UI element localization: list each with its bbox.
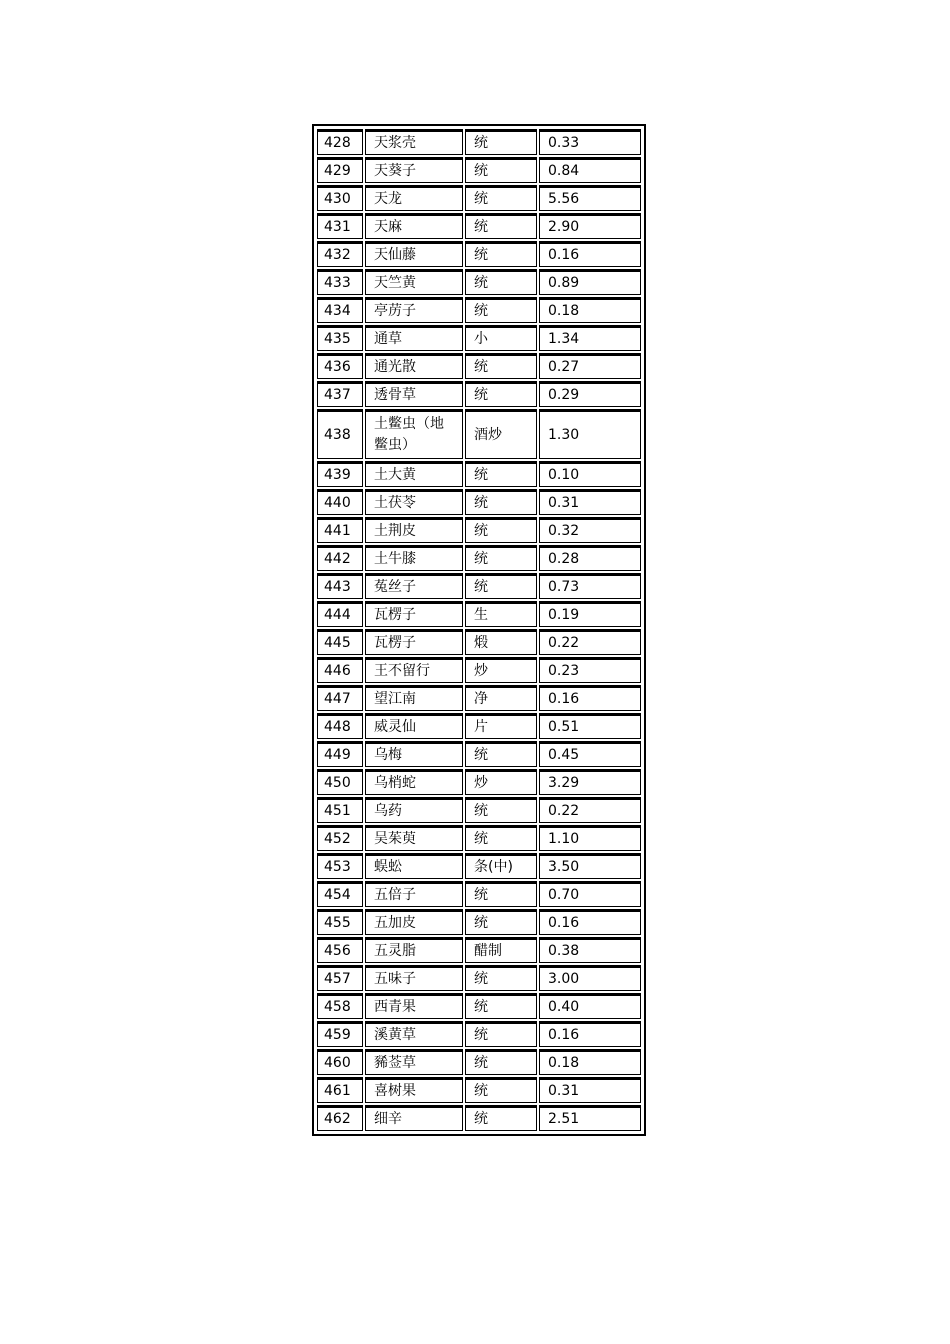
price-cell: 0.28 xyxy=(539,545,641,571)
herb-name-cell: 土鳖虫（地鳖虫） xyxy=(365,409,463,459)
specification-cell: 小 xyxy=(465,325,537,351)
price-cell: 5.56 xyxy=(539,185,641,211)
specification-cell: 统 xyxy=(465,573,537,599)
price-cell: 0.40 xyxy=(539,993,641,1019)
price-cell: 0.16 xyxy=(539,241,641,267)
row-number-cell: 441 xyxy=(317,517,363,543)
row-number-cell: 432 xyxy=(317,241,363,267)
herb-name-cell: 菟丝子 xyxy=(365,573,463,599)
specification-cell: 统 xyxy=(465,461,537,487)
table-row xyxy=(317,185,641,211)
row-number-cell: 435 xyxy=(317,325,363,351)
table-row xyxy=(317,573,641,599)
row-number-cell: 461 xyxy=(317,1077,363,1103)
table-row xyxy=(317,381,641,407)
price-cell: 0.31 xyxy=(539,489,641,515)
row-number-cell: 455 xyxy=(317,909,363,935)
price-cell: 0.18 xyxy=(539,1049,641,1075)
row-number-cell: 447 xyxy=(317,685,363,711)
herb-name-cell: 天龙 xyxy=(365,185,463,211)
herb-name-cell: 通光散 xyxy=(365,353,463,379)
herb-name-cell: 土荆皮 xyxy=(365,517,463,543)
specification-cell: 统 xyxy=(465,297,537,323)
row-number-cell: 454 xyxy=(317,881,363,907)
table-row xyxy=(317,685,641,711)
specification-cell: 统 xyxy=(465,993,537,1019)
price-cell: 0.16 xyxy=(539,909,641,935)
specification-cell: 统 xyxy=(465,1021,537,1047)
row-number-cell: 439 xyxy=(317,461,363,487)
price-cell: 0.89 xyxy=(539,269,641,295)
specification-cell: 统 xyxy=(465,381,537,407)
row-number-cell: 456 xyxy=(317,937,363,963)
row-number-cell: 436 xyxy=(317,353,363,379)
specification-cell: 统 xyxy=(465,517,537,543)
table-row xyxy=(317,769,641,795)
table-row xyxy=(317,741,641,767)
specification-cell: 醋制 xyxy=(465,937,537,963)
herb-name-cell: 五味子 xyxy=(365,965,463,991)
table-row xyxy=(317,213,641,239)
table-row xyxy=(317,297,641,323)
specification-cell: 统 xyxy=(465,1049,537,1075)
price-cell: 0.51 xyxy=(539,713,641,739)
herb-name-cell: 威灵仙 xyxy=(365,713,463,739)
specification-cell: 统 xyxy=(465,185,537,211)
herb-name-cell: 乌梢蛇 xyxy=(365,769,463,795)
row-number-cell: 458 xyxy=(317,993,363,1019)
price-cell: 2.90 xyxy=(539,213,641,239)
row-number-cell: 443 xyxy=(317,573,363,599)
table-row xyxy=(317,545,641,571)
table-row xyxy=(317,657,641,683)
herb-name-cell: 天竺黄 xyxy=(365,269,463,295)
herb-name-cell: 通草 xyxy=(365,325,463,351)
specification-cell: 煅 xyxy=(465,629,537,655)
herb-name-cell: 溪黄草 xyxy=(365,1021,463,1047)
price-cell: 0.29 xyxy=(539,381,641,407)
herb-name-cell: 天仙藤 xyxy=(365,241,463,267)
herb-name-cell: 瓦楞子 xyxy=(365,601,463,627)
specification-cell: 统 xyxy=(465,129,537,155)
row-number-cell: 433 xyxy=(317,269,363,295)
table-row xyxy=(317,1049,641,1075)
specification-cell: 炒 xyxy=(465,657,537,683)
row-number-cell: 429 xyxy=(317,157,363,183)
price-cell: 1.30 xyxy=(539,409,641,459)
price-cell: 0.10 xyxy=(539,461,641,487)
price-cell: 0.31 xyxy=(539,1077,641,1103)
row-number-cell: 445 xyxy=(317,629,363,655)
table-row xyxy=(317,825,641,851)
row-number-cell: 452 xyxy=(317,825,363,851)
table-row xyxy=(317,1021,641,1047)
table-row xyxy=(317,853,641,879)
herb-name-cell: 亭苈子 xyxy=(365,297,463,323)
table-row xyxy=(317,797,641,823)
row-number-cell: 438 xyxy=(317,409,363,459)
price-cell: 0.70 xyxy=(539,881,641,907)
row-number-cell: 450 xyxy=(317,769,363,795)
specification-cell: 统 xyxy=(465,353,537,379)
price-table xyxy=(315,127,643,1133)
table-row xyxy=(317,517,641,543)
herb-name-cell: 乌药 xyxy=(365,797,463,823)
table-row xyxy=(317,937,641,963)
specification-cell: 统 xyxy=(465,213,537,239)
specification-cell: 统 xyxy=(465,797,537,823)
herb-name-cell: 细辛 xyxy=(365,1105,463,1131)
table-row xyxy=(317,409,641,459)
herb-name-cell: 土大黄 xyxy=(365,461,463,487)
row-number-cell: 430 xyxy=(317,185,363,211)
price-cell: 0.38 xyxy=(539,937,641,963)
table-row xyxy=(317,909,641,935)
table-row xyxy=(317,325,641,351)
table-row xyxy=(317,157,641,183)
specification-cell: 统 xyxy=(465,545,537,571)
table-row xyxy=(317,601,641,627)
herb-name-cell: 透骨草 xyxy=(365,381,463,407)
price-cell: 3.00 xyxy=(539,965,641,991)
price-cell: 0.32 xyxy=(539,517,641,543)
table-row xyxy=(317,629,641,655)
herb-name-cell: 豨莶草 xyxy=(365,1049,463,1075)
specification-cell: 酒炒 xyxy=(465,409,537,459)
row-number-cell: 431 xyxy=(317,213,363,239)
table-row xyxy=(317,1105,641,1131)
specification-cell: 统 xyxy=(465,825,537,851)
price-cell: 0.19 xyxy=(539,601,641,627)
specification-cell: 统 xyxy=(465,157,537,183)
price-table-frame xyxy=(312,124,646,1136)
price-cell: 0.27 xyxy=(539,353,641,379)
specification-cell: 条(中) xyxy=(465,853,537,879)
price-cell: 0.45 xyxy=(539,741,641,767)
herb-name-cell: 五倍子 xyxy=(365,881,463,907)
herb-name-cell: 吴茱萸 xyxy=(365,825,463,851)
herb-name-cell: 王不留行 xyxy=(365,657,463,683)
price-cell: 0.16 xyxy=(539,1021,641,1047)
row-number-cell: 449 xyxy=(317,741,363,767)
specification-cell: 统 xyxy=(465,741,537,767)
row-number-cell: 440 xyxy=(317,489,363,515)
price-cell: 0.16 xyxy=(539,685,641,711)
price-cell: 0.73 xyxy=(539,573,641,599)
row-number-cell: 462 xyxy=(317,1105,363,1131)
price-cell: 3.50 xyxy=(539,853,641,879)
row-number-cell: 460 xyxy=(317,1049,363,1075)
herb-name-cell: 土茯苓 xyxy=(365,489,463,515)
row-number-cell: 459 xyxy=(317,1021,363,1047)
row-number-cell: 442 xyxy=(317,545,363,571)
specification-cell: 统 xyxy=(465,881,537,907)
herb-name-cell: 乌梅 xyxy=(365,741,463,767)
price-cell: 0.33 xyxy=(539,129,641,155)
price-cell: 1.10 xyxy=(539,825,641,851)
row-number-cell: 434 xyxy=(317,297,363,323)
herb-name-cell: 天麻 xyxy=(365,213,463,239)
price-cell: 0.18 xyxy=(539,297,641,323)
price-cell: 0.22 xyxy=(539,797,641,823)
table-row xyxy=(317,241,641,267)
row-number-cell: 444 xyxy=(317,601,363,627)
row-number-cell: 437 xyxy=(317,381,363,407)
row-number-cell: 457 xyxy=(317,965,363,991)
herb-name-cell: 天葵子 xyxy=(365,157,463,183)
herb-name-cell: 蜈蚣 xyxy=(365,853,463,879)
table-row xyxy=(317,993,641,1019)
table-row xyxy=(317,129,641,155)
specification-cell: 生 xyxy=(465,601,537,627)
herb-name-cell: 瓦楞子 xyxy=(365,629,463,655)
price-cell: 1.34 xyxy=(539,325,641,351)
herb-name-cell: 五加皮 xyxy=(365,909,463,935)
table-row xyxy=(317,881,641,907)
specification-cell: 统 xyxy=(465,1077,537,1103)
table-row xyxy=(317,965,641,991)
specification-cell: 统 xyxy=(465,965,537,991)
table-row xyxy=(317,489,641,515)
row-number-cell: 453 xyxy=(317,853,363,879)
price-cell: 0.23 xyxy=(539,657,641,683)
table-row xyxy=(317,713,641,739)
specification-cell: 炒 xyxy=(465,769,537,795)
herb-name-cell: 西青果 xyxy=(365,993,463,1019)
herb-name-cell: 天浆壳 xyxy=(365,129,463,155)
specification-cell: 净 xyxy=(465,685,537,711)
specification-cell: 统 xyxy=(465,909,537,935)
row-number-cell: 428 xyxy=(317,129,363,155)
table-row xyxy=(317,1077,641,1103)
price-cell: 2.51 xyxy=(539,1105,641,1131)
herb-name-cell: 土牛膝 xyxy=(365,545,463,571)
herb-name-cell: 喜树果 xyxy=(365,1077,463,1103)
price-cell: 0.84 xyxy=(539,157,641,183)
specification-cell: 统 xyxy=(465,1105,537,1131)
specification-cell: 统 xyxy=(465,269,537,295)
specification-cell: 统 xyxy=(465,489,537,515)
herb-name-cell: 五灵脂 xyxy=(365,937,463,963)
price-table-body xyxy=(317,129,641,1131)
price-cell: 3.29 xyxy=(539,769,641,795)
table-row xyxy=(317,269,641,295)
row-number-cell: 448 xyxy=(317,713,363,739)
table-row xyxy=(317,353,641,379)
table-row xyxy=(317,461,641,487)
herb-name-cell: 望江南 xyxy=(365,685,463,711)
row-number-cell: 446 xyxy=(317,657,363,683)
specification-cell: 片 xyxy=(465,713,537,739)
row-number-cell: 451 xyxy=(317,797,363,823)
price-cell: 0.22 xyxy=(539,629,641,655)
specification-cell: 统 xyxy=(465,241,537,267)
